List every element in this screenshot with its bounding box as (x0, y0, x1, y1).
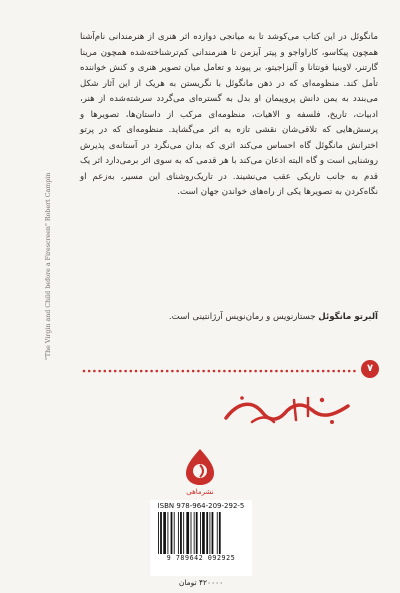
divider-dot (239, 370, 242, 373)
divider-dot (218, 370, 221, 373)
divider-dot (166, 370, 169, 373)
divider-dot (338, 370, 341, 373)
blurb-paragraph: مانگوئل در این کتاب می‌کوشد تا به میانجی دوازده اثر هنری از هنرمندانی نام‌آشنا همچون پیکاسو، کاراواجو و پیتر آیزمن تا هنرمندانی کم‌ترشناخته‌شده همچون مرینا گارتنر، لاوینیا فونتانا و آلیزاجیتو، بر پیوند و تعامل میان تصویر هنری و کنش خواننده تأمل کند. منظومه‌ای که در ذهن مانگوئل با نگریستن به هریک از این آثار شکل می‌بندد به یمن دانش پروپیمان او بدل به گستره‌ای می‌گردد سرشته‌شده از هنر، ادبیات، تاریخ، فلسفه و الاهیات، منظومه‌ای مرکب از داستان‌ها، تصویرها و پرسش‌هایی که تلاقی‌شان نقشی تازه به اثر می‌گشاید. منظومه‌ای که در پرتو اخترانش مانگوئل گاه احساس می‌کند اثری که بدان می‌نگرد در آستانه‌ی پذیرش روشنایی است و گاه البته اذعان می‌کند با هر قدمی که به سوی اثر برمی‌دارد اثر یک قدم به جانب تاریکی عقب می‌نشیند. در تاریک‌روشنای این مسیر، به‌زعم او نگاه‌کردن به تصویرها یکی از راه‌های خواندن جهان است. (80, 32, 378, 197)
divider-dot (322, 370, 325, 373)
divider-dot (306, 370, 309, 373)
divider-dot (187, 370, 190, 373)
divider-dot (140, 370, 143, 373)
barcode-bar (202, 512, 205, 554)
barcode (158, 512, 244, 554)
barcode-block (150, 500, 252, 576)
divider-dot (228, 370, 231, 373)
divider-dot (327, 370, 330, 373)
barcode-bar (180, 512, 182, 554)
publisher-logo (181, 447, 219, 493)
divider-dot (223, 370, 226, 373)
divider-dot (244, 370, 247, 373)
divider-dot (249, 370, 252, 373)
divider-dot (208, 370, 211, 373)
divider-dot (353, 370, 356, 373)
barcode-digits: 9 789642 092925 (166, 554, 236, 562)
divider-dot (296, 370, 299, 373)
divider-dot (130, 370, 133, 373)
divider-dot (312, 370, 315, 373)
cover-image-caption: "The Virgin and Child before a Firescreen" Robert Campin (45, 172, 52, 360)
divider-dot (98, 370, 101, 373)
divider-dot (150, 370, 153, 373)
divider-dot (114, 370, 117, 373)
divider-dot (260, 370, 263, 373)
divider-dot (286, 370, 289, 373)
barcode-bar (183, 512, 184, 554)
barcode-bar (160, 512, 162, 554)
divider-dot (270, 370, 273, 373)
divider-dot (280, 370, 283, 373)
barcode-bar (194, 512, 195, 554)
barcode-bar (191, 512, 192, 554)
barcode-bar (174, 512, 175, 554)
divider-dot (317, 370, 320, 373)
barcode-bar (217, 512, 218, 554)
divider-dot (124, 370, 127, 373)
barcode-bar (200, 512, 201, 554)
author-bio (115, 310, 378, 324)
divider-dot (234, 370, 237, 373)
divider-dot (104, 370, 107, 373)
barcode-bar (219, 512, 221, 554)
divider-dot (202, 370, 205, 373)
divider-dot (301, 370, 304, 373)
divider-dot (93, 370, 96, 373)
divider-dot (83, 370, 86, 373)
barcode-bar (171, 512, 173, 554)
isbn-label: ISBN 978-964-209-292-5 (157, 502, 245, 510)
divider-dot (197, 370, 200, 373)
divider-dot (254, 370, 257, 373)
dotted-divider (82, 367, 372, 375)
barcode-bar (196, 512, 198, 554)
divider-dot (213, 370, 216, 373)
divider-dot (88, 370, 91, 373)
barcode-bar (206, 512, 208, 554)
series-number-badge: ۷ (361, 360, 379, 378)
divider-dot (265, 370, 268, 373)
barcode-bar (163, 512, 166, 554)
divider-dot (182, 370, 185, 373)
barcode-bar (212, 512, 214, 554)
divider-dot (156, 370, 159, 373)
divider-dot (343, 370, 346, 373)
divider-dot (192, 370, 195, 373)
publisher-name: نشرماهی (186, 488, 214, 496)
barcode-bar (186, 512, 189, 554)
barcode-bar (167, 512, 168, 554)
divider-dot (176, 370, 179, 373)
divider-dot (291, 370, 294, 373)
divider-dot (348, 370, 351, 373)
divider-dot (171, 370, 174, 373)
barcode-bar (209, 512, 210, 554)
barcode-bar (158, 512, 159, 554)
author-description: جستارنویس و رمان‌نویس آرژانتینی است. (168, 312, 316, 322)
divider-dot (145, 370, 148, 373)
barcode-bar (178, 512, 179, 554)
divider-dot (109, 370, 112, 373)
divider-dot (119, 370, 122, 373)
divider-dot (275, 370, 278, 373)
series-logo (222, 392, 352, 426)
divider-dot (135, 370, 138, 373)
divider-dot (161, 370, 164, 373)
author-name: آلبرتو مانگوئل (318, 312, 378, 322)
price-label: ۴۲۰۰۰۰ تومان (178, 578, 224, 587)
divider-dot (332, 370, 335, 373)
